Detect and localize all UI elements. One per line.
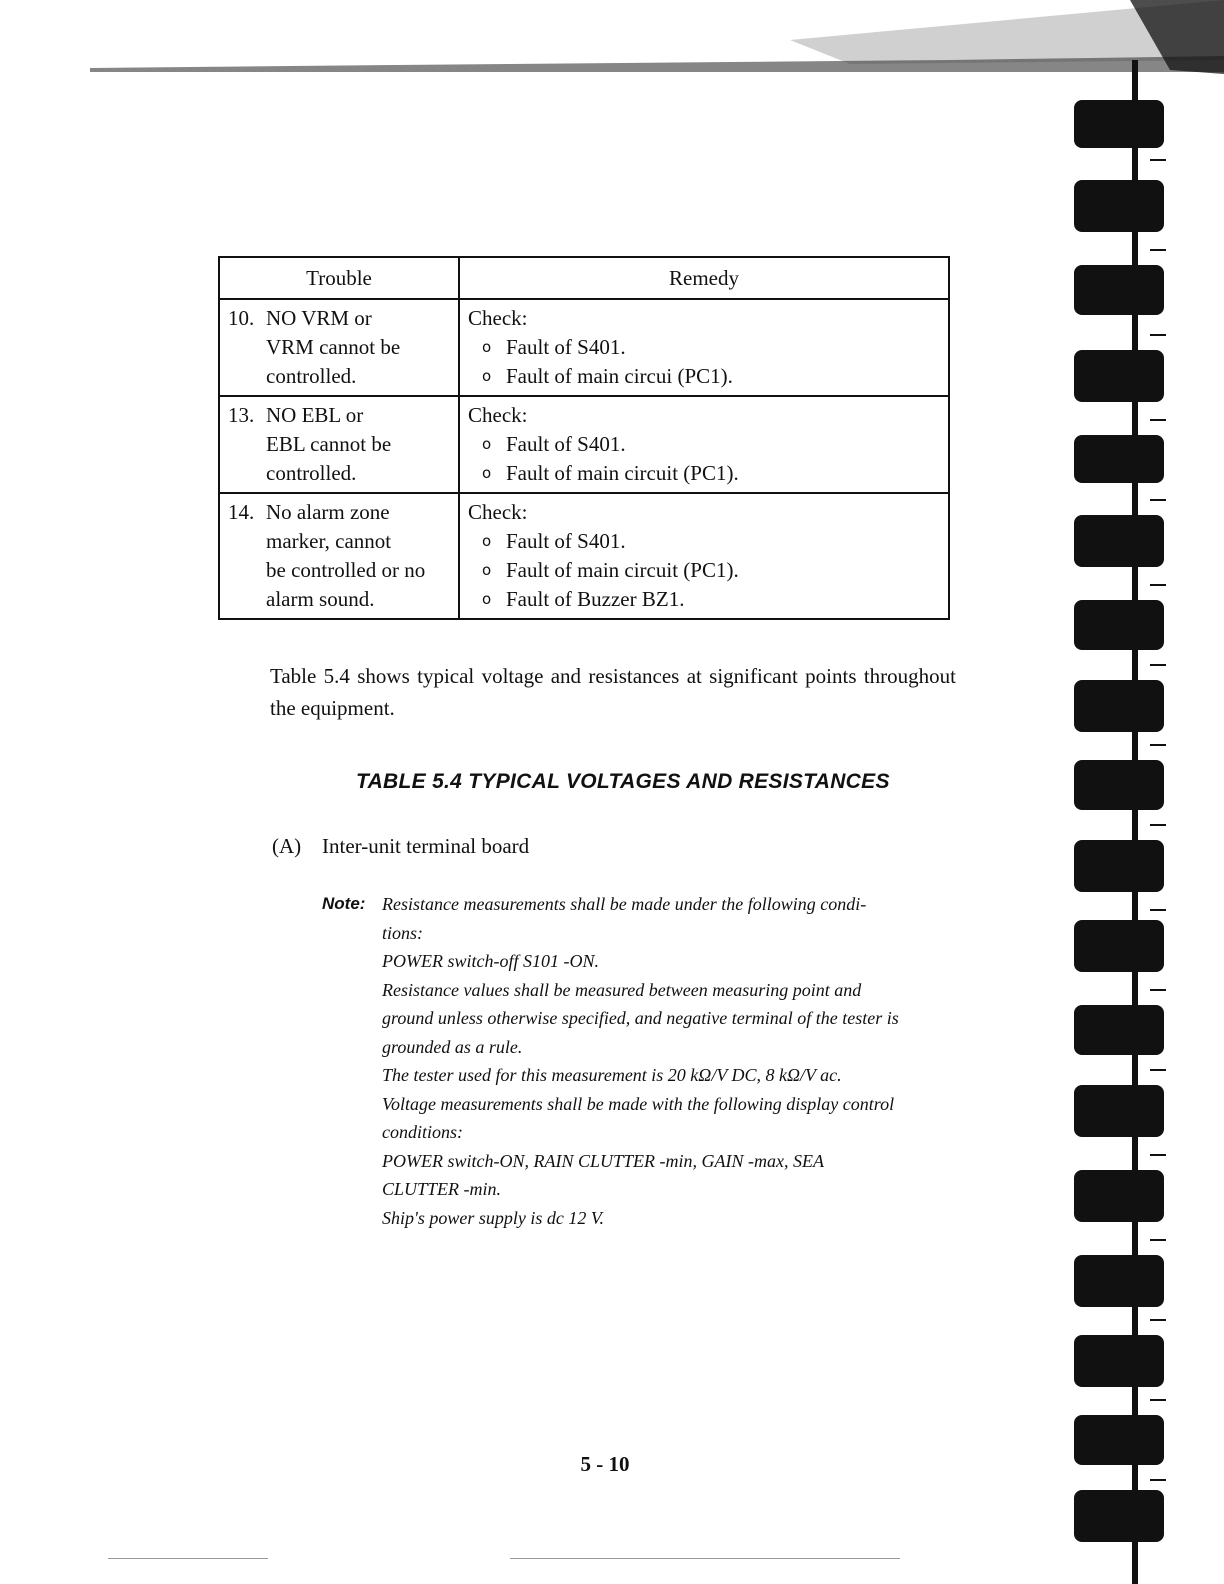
note-line: POWER switch-off S101 -ON.: [382, 951, 599, 971]
trouble-line: be controlled or no: [266, 558, 426, 582]
remedy-item: [468, 333, 940, 362]
trouble-cell: [219, 493, 459, 619]
trouble-remedy-table: [218, 256, 950, 620]
table-row: [219, 396, 949, 493]
remedy-item: [468, 585, 940, 614]
trouble-line: NO EBL or: [266, 403, 364, 427]
trouble-line: VRM cannot be: [266, 335, 401, 359]
bullet-icon: o: [482, 590, 492, 608]
section-label: (A): [272, 834, 302, 858]
trouble-number: 10.: [228, 306, 255, 330]
section-title: Inter-unit terminal board: [322, 834, 530, 858]
remedy-item: [468, 556, 940, 585]
remedy-text: Fault of main circuit (PC1).: [506, 461, 739, 485]
trouble-line: controlled.: [266, 364, 357, 388]
note-line: Ship's power supply is dc 12 V.: [382, 1207, 605, 1228]
trouble-line: EBL cannot be: [266, 432, 392, 456]
header-trouble: Trouble: [219, 257, 459, 299]
note-line: Resistance values shall be measured between measuring point and: [382, 979, 862, 1000]
remedy-text: Fault of main circuit (PC1).: [506, 558, 739, 582]
trouble-line: alarm sound.: [266, 587, 375, 611]
note-line: Resistance measurements shall be made under the following condi-: [382, 894, 867, 914]
note-line: ground unless otherwise specified, and negative terminal of the tester is: [382, 1008, 899, 1028]
remedy-cell: [459, 493, 949, 619]
remedy-text: Fault of Buzzer BZ1.: [506, 587, 685, 611]
trouble-line: marker, cannot: [266, 529, 392, 553]
note-line: conditions:: [382, 1122, 463, 1142]
bottom-rule-right: [510, 1558, 900, 1559]
bottom-rule-left: [108, 1558, 268, 1559]
note-line: tions:: [382, 922, 424, 943]
remedy-item: [468, 527, 940, 556]
remedy-text: Fault of S401.: [506, 335, 626, 359]
remedy-text: Fault of S401.: [506, 529, 626, 553]
bullet-icon: o: [482, 464, 492, 482]
remedy-cell: [459, 299, 949, 396]
bullet-icon: o: [482, 338, 492, 356]
bullet-icon: o: [482, 367, 492, 385]
note-line: The tester used for this measurement is 20 kΩ/V DC, 8 kΩ/V ac.: [382, 1065, 842, 1085]
bullet-icon: o: [482, 561, 492, 579]
check-label: Check:: [468, 306, 528, 330]
note-line: POWER switch-ON, RAIN CLUTTER -min, GAIN -max, SEA: [382, 1150, 824, 1171]
note-line: CLUTTER -min.: [382, 1179, 502, 1199]
trouble-number: 13.: [228, 403, 255, 427]
trouble-line: No alarm zone: [266, 500, 390, 524]
intro-paragraph: Table 5.4 shows typical voltage and resistances at significant points throughout the equipment.: [270, 664, 956, 720]
check-label: Check:: [468, 500, 528, 524]
trouble-line: NO VRM or: [266, 306, 372, 330]
table-header-row: [219, 257, 949, 299]
note-text: [382, 890, 972, 1232]
trouble-line: controlled.: [266, 461, 357, 485]
remedy-item: [468, 362, 940, 391]
page-number: 5 - 10: [580, 1452, 630, 1476]
table-row: [219, 493, 949, 619]
note-block: [322, 890, 972, 1232]
header-remedy: Remedy: [459, 257, 949, 299]
table-5-4-title: TABLE 5.4 TYPICAL VOLTAGES AND RESISTANCES: [356, 770, 890, 793]
bullet-icon: o: [482, 435, 492, 453]
check-label: Check:: [468, 403, 528, 427]
spiral-binding: [1074, 60, 1224, 1584]
trouble-cell: [219, 396, 459, 493]
remedy-cell: [459, 396, 949, 493]
bullet-icon: o: [482, 532, 492, 550]
trouble-cell: [219, 299, 459, 396]
remedy-text: Fault of main circui (PC1).: [506, 364, 733, 388]
scan-top-edge: [90, 0, 1224, 80]
section-heading: [272, 834, 529, 859]
note-line: grounded as a rule.: [382, 1036, 523, 1057]
table-row: [219, 299, 949, 396]
trouble-number: 14.: [228, 500, 255, 524]
note-line: Voltage measurements shall be made with the following display control: [382, 1093, 895, 1114]
note-label: Note:: [322, 894, 366, 913]
remedy-item: [468, 430, 940, 459]
remedy-text: Fault of S401.: [506, 432, 626, 456]
remedy-item: [468, 459, 940, 488]
